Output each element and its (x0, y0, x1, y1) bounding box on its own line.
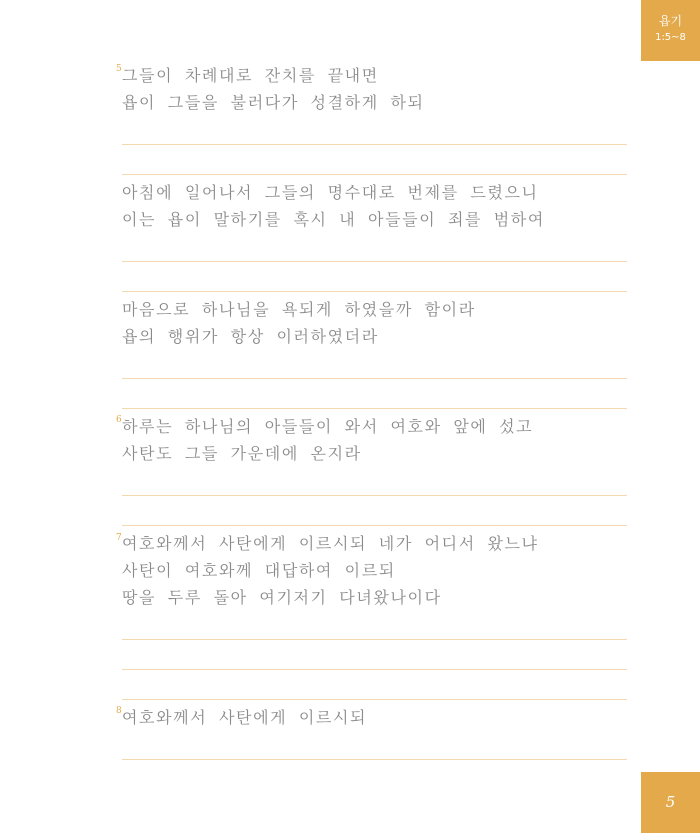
writing-rule (122, 759, 627, 760)
verse-block (122, 704, 626, 731)
writing-rule (122, 639, 627, 640)
page-number-tab (641, 772, 700, 833)
writing-rule (122, 291, 627, 292)
book-title: 욥기 (658, 14, 683, 28)
page-number: 5 (665, 793, 676, 811)
verse-block (122, 530, 626, 611)
verse-line: 하루는 하나님의 아들들이 와서 여호와 앞에 섰고 (122, 417, 534, 436)
verse-line: 사탄이 여호와께 대답하여 이르되 (122, 561, 396, 580)
verse-line: 욥의 행위가 항상 이러하였더라 (122, 327, 379, 346)
verse-line: 여호와께서 사탄에게 이르시되 네가 어디서 왔느냐 (122, 534, 539, 553)
verse-number: 8 (116, 706, 122, 716)
verse-line: 땅을 두루 돌아 여기저기 다녀왔나이다 (122, 588, 442, 607)
writing-rule (122, 408, 627, 409)
writing-rule (122, 174, 627, 175)
verse-number: 5 (116, 64, 122, 74)
verse-line: 아침에 일어나서 그들의 명수대로 번제를 드렸으니 (122, 183, 539, 202)
writing-rule (122, 525, 627, 526)
writing-rule (122, 669, 627, 670)
verse-line: 욥이 그들을 불러다가 성결하게 하되 (122, 93, 425, 112)
verse-line: 여호와께서 사탄에게 이르시되 (122, 708, 368, 727)
verse-line: 이는 욥이 말하기를 혹시 내 아들들이 죄를 범하여 (122, 210, 545, 229)
verse-line: 그들이 차례대로 잔치를 끝내면 (122, 66, 379, 85)
writing-rule (122, 699, 627, 700)
verse-block (122, 62, 626, 116)
writing-rule (122, 144, 627, 145)
verse-number: 6 (116, 415, 122, 425)
verse-block (122, 179, 626, 233)
writing-rule (122, 378, 627, 379)
verse-line: 마음으로 하나님을 욕되게 하였을까 함이라 (122, 300, 476, 319)
writing-rule (122, 261, 627, 262)
verse-range: 1:5~8 (655, 32, 686, 43)
verse-number: 7 (116, 533, 122, 543)
verse-block (122, 296, 626, 350)
verse-block (122, 413, 626, 467)
verse-line: 사탄도 그들 가운데에 온지라 (122, 444, 362, 463)
chapter-tab (641, 0, 700, 61)
writing-rule (122, 495, 627, 496)
